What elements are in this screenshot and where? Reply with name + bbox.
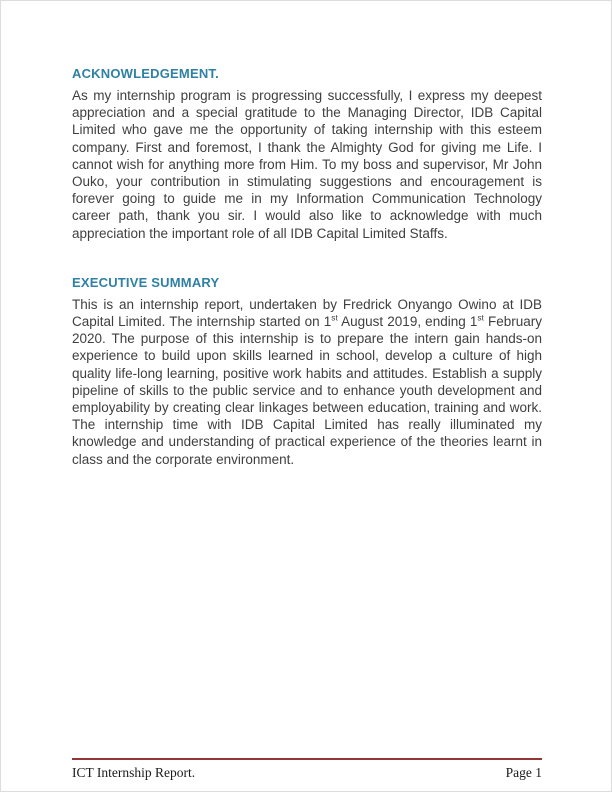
acknowledgement-section — [72, 66, 542, 242]
footer-page-number: Page 1 — [505, 765, 542, 780]
exec-summary-text-segment-2: August 2019, ending 1 — [337, 314, 478, 330]
ordinal-superscript-1: st — [331, 312, 338, 323]
executive-summary-paragraph — [72, 296, 542, 468]
executive-summary-section — [72, 275, 542, 468]
exec-summary-text-segment-1: This is an internship report, undertaken by Fredrick Onyango Owino at IDB Capital Limited. The internship started on 1 — [72, 296, 542, 330]
exec-summary-text-segment-3: February 2020. The purpose of this internship is to prepare the intern gain hands-on experience to build upon skills learned in school, develop a culture of high quality life-long learning, positive work habits and attitudes. Establish a supply pipeline of skills to the public service and to enhance youth development and employability by creating clear linkages between education, training and work. The internship time with IDB Capital Limited has really illuminated my knowledge and understanding of practical experience of the theories learnt in class and the corporate environment. — [72, 314, 542, 467]
page-footer — [72, 758, 542, 781]
acknowledgement-heading: ACKNOWLEDGEMENT. — [72, 66, 219, 81]
page-content — [72, 66, 542, 468]
executive-summary-heading: EXECUTIVE SUMMARY — [72, 274, 220, 290]
footer-report-title: ICT Internship Report. — [72, 765, 196, 780]
ordinal-superscript-2: st — [477, 312, 484, 323]
acknowledgement-paragraph: As my internship program is progressing successfully, I express my deepest appreciation and a special gratitude to the Managing Director, IDB Capital Limited who gave me the opportunity of taking internship with this esteem company. First and foremost, I thank the Almighty God for giving me Life. I cannot wish for anything more from Him. To my boss and supervisor, Mr John Ouko, your contribution in stimulating suggestions and encouragement is forever going to guide me in my Information Communication Technology career path, thank you sir. I would also like to acknowledge with much appreciation the important role of all IDB Capital Limited Staffs. — [72, 88, 542, 241]
